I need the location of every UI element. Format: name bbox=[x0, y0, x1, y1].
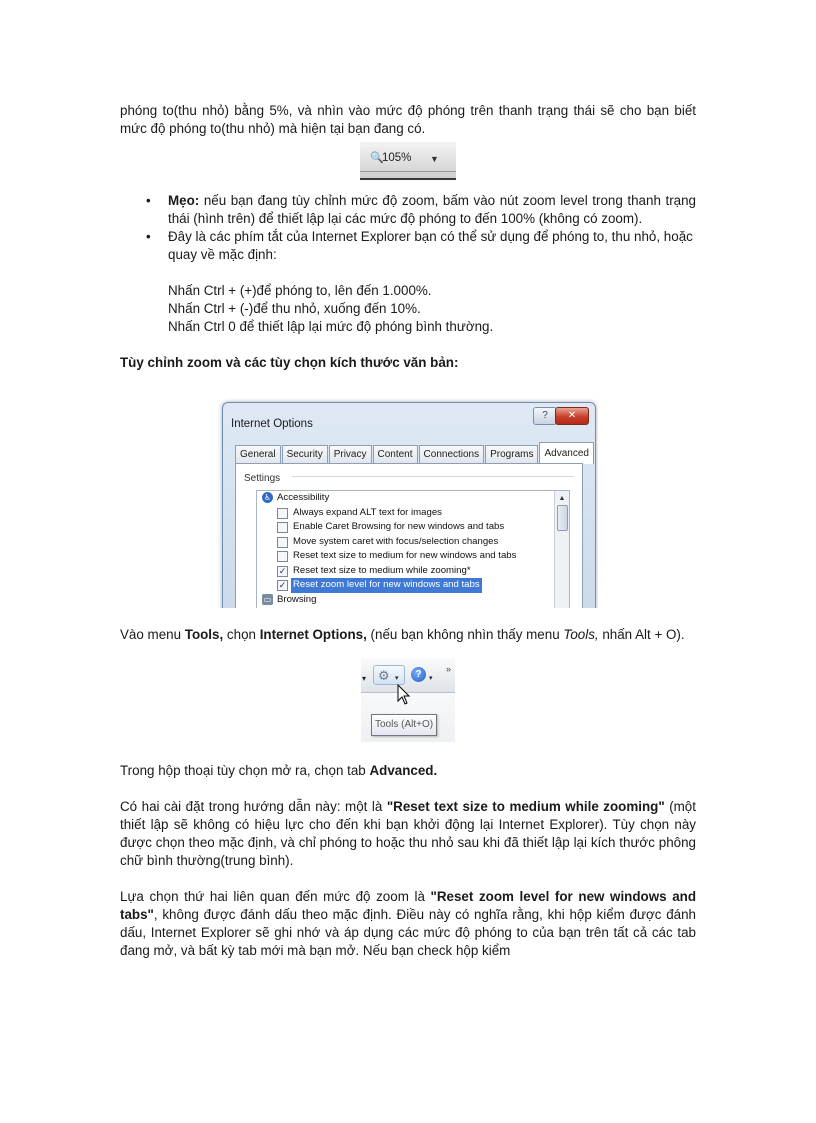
paragraph-zoom-intro: phóng to(thu nhỏ) bằng 5%, và nhìn vào mức độ phóng trên thanh trạng thái sẽ cho bạn biết mức độ phóng to(thu nhỏ) mà hiện tại bạn đang có. bbox=[120, 103, 696, 136]
text: Vào menu bbox=[120, 627, 185, 642]
checkbox[interactable] bbox=[277, 522, 288, 533]
zoom-level-widget[interactable] bbox=[360, 142, 456, 180]
text: chọn bbox=[223, 627, 260, 642]
advanced-panel bbox=[235, 463, 583, 608]
paragraph-settings bbox=[120, 798, 696, 870]
checkbox[interactable] bbox=[277, 537, 288, 548]
tab-connections[interactable]: Connections bbox=[419, 445, 485, 463]
checkbox-checked[interactable]: ✓ bbox=[278, 565, 287, 576]
text: (một thiết lập sẽ không có hiệu lực cho đến khi bạn khởi động lại Internet Explorer). Tùy chọn này được chọn theo mặc định, và chỉ phóng to hoặc thu nhỏ sau khi đã thiết lập lại kích thước phông chữ bình thường(trung bình). bbox=[120, 799, 696, 868]
more-chevron-icon[interactable]: » bbox=[445, 664, 451, 674]
setting-label: Reset text size to medium while zooming* bbox=[293, 564, 471, 576]
checkbox[interactable] bbox=[277, 551, 288, 562]
document-page bbox=[120, 102, 696, 960]
close-button[interactable]: ✕ bbox=[555, 407, 589, 425]
setting-label: Reset zoom level for new windows and tabs bbox=[291, 578, 482, 593]
text: , không được đánh dấu theo mặc định. Điều này có nghĩa rằng, khi hộp kiểm được đánh dấu, Internet Explorer sẽ ghi nhớ và áp dụng các mức độ phóng to của bạn trên tất cả các tab đang mở, và bất kỳ tab mới mà bạn mở. Nếu bạn check hộp kiểm bbox=[120, 907, 696, 958]
category-browsing bbox=[257, 593, 569, 608]
gear-icon[interactable]: ⚙ bbox=[373, 665, 405, 685]
setting-label: Enable Caret Browsing for new windows and tabs bbox=[293, 521, 505, 532]
tab-content[interactable]: Content bbox=[373, 445, 418, 463]
browsing-icon: ▭ bbox=[263, 594, 272, 604]
divider bbox=[360, 171, 456, 172]
list-item-shortcuts bbox=[146, 228, 696, 336]
setting-row[interactable] bbox=[257, 535, 569, 550]
category-accessibility bbox=[257, 491, 569, 506]
tab-general[interactable]: General bbox=[235, 445, 281, 463]
internet-options-label: Internet Options, bbox=[259, 627, 367, 642]
chevron-down-icon: ▼ bbox=[430, 154, 439, 164]
bullet: • bbox=[146, 193, 151, 208]
chevron-down-icon[interactable]: ▾ bbox=[429, 675, 433, 682]
setting-row[interactable] bbox=[257, 506, 569, 521]
magnifier-icon: 🔍 bbox=[370, 152, 384, 164]
tooltip: Tools (Alt+O) bbox=[371, 714, 437, 736]
advanced-tab-label: Advanced. bbox=[369, 763, 438, 778]
internet-options-screenshot bbox=[218, 398, 598, 608]
setting-name: "Reset text size to medium while zooming" bbox=[386, 799, 665, 814]
setting-label: Always expand ALT text for images bbox=[293, 506, 442, 518]
paragraph-advanced bbox=[120, 762, 696, 780]
setting-label: Reset text size to medium for new windows and tabs bbox=[293, 550, 517, 561]
internet-options-dialog bbox=[222, 402, 596, 608]
chevron-down-icon[interactable]: ▾ bbox=[362, 674, 367, 683]
shortcuts-intro: Đây là các phím tắt của Internet Explorer bạn có thể sử dụng để phóng to, thu nhỏ, hoặc quay về mặc định: bbox=[168, 229, 693, 262]
text: nhấn Alt + O). bbox=[598, 627, 685, 642]
tip-text: nếu bạn đang tùy chỉnh mức độ zoom, bấm vào nút zoom level trong thanh trạng thái (hình trên) để thiết lập lại các mức độ phóng to đến 100% (không có zoom). bbox=[168, 193, 696, 226]
tools-toolbar-screenshot bbox=[361, 658, 455, 742]
setting-label: Move system caret with focus/selection changes bbox=[293, 535, 499, 547]
menu-tools-italic: Tools, bbox=[563, 627, 599, 642]
help-icon[interactable]: ? bbox=[411, 667, 426, 682]
tab-privacy[interactable]: Privacy bbox=[329, 445, 372, 463]
divider bbox=[292, 476, 574, 477]
dialog-title: Internet Options bbox=[231, 418, 313, 430]
menu-tools-label: Tools, bbox=[184, 627, 224, 642]
settings-label: Settings bbox=[244, 473, 281, 484]
accessibility-icon: ♿ bbox=[263, 493, 272, 502]
text: Có hai cài đặt trong hướng dẫn này: một là bbox=[120, 799, 387, 814]
setting-row[interactable] bbox=[257, 549, 569, 564]
tab-security[interactable]: Security bbox=[282, 445, 328, 463]
setting-row[interactable] bbox=[257, 520, 569, 535]
scroll-thumb[interactable] bbox=[557, 505, 568, 531]
checkbox-checked[interactable]: ✓ bbox=[278, 580, 287, 590]
tip-label: Mẹo: bbox=[168, 193, 200, 208]
scroll-up-icon[interactable]: ▲ bbox=[558, 495, 566, 502]
zoom-level-value: 105% bbox=[382, 152, 412, 164]
shortcut-lines bbox=[168, 282, 696, 336]
text: Trong hộp thoại tùy chọn mở ra, chọn tab bbox=[120, 763, 370, 778]
tab-programs[interactable]: Programs bbox=[485, 445, 538, 463]
settings-list[interactable] bbox=[256, 490, 570, 608]
scrollbar[interactable] bbox=[554, 491, 569, 608]
tips-list bbox=[120, 192, 696, 336]
paragraph-second-option bbox=[120, 888, 696, 960]
text: (nếu bạn không nhìn thấy menu bbox=[366, 627, 564, 642]
category-label: Accessibility bbox=[277, 492, 330, 503]
tab-advanced[interactable]: Advanced bbox=[539, 442, 593, 464]
help-button[interactable]: ? bbox=[533, 407, 557, 425]
paragraph-menu bbox=[120, 626, 696, 644]
shortcut-reset: Nhấn Ctrl 0 để thiết lập lại mức độ phóng bình thường. bbox=[168, 319, 494, 334]
chevron-down-icon[interactable]: ▾ bbox=[395, 675, 399, 682]
text: Lựa chọn thứ hai liên quan đến mức độ zoom là bbox=[120, 889, 431, 904]
setting-row[interactable] bbox=[257, 564, 569, 579]
dialog-tabs bbox=[235, 445, 595, 463]
shortcut-zoom-in: Nhấn Ctrl + (+)để phóng to, lên đến 1.000%. bbox=[168, 283, 432, 298]
list-item-tip bbox=[146, 192, 696, 228]
setting-name: "Reset zoom level for new windows and tabs" bbox=[120, 889, 697, 922]
section-heading: Tùy chỉnh zoom và các tùy chọn kích thước văn bản: bbox=[120, 355, 459, 370]
category-label: Browsing bbox=[277, 593, 317, 605]
setting-row-selected[interactable] bbox=[257, 578, 569, 593]
bullet: • bbox=[146, 229, 151, 244]
checkbox[interactable] bbox=[277, 508, 288, 519]
shortcut-zoom-out: Nhấn Ctrl + (-)để thu nhỏ, xuống đến 10%. bbox=[168, 301, 421, 316]
